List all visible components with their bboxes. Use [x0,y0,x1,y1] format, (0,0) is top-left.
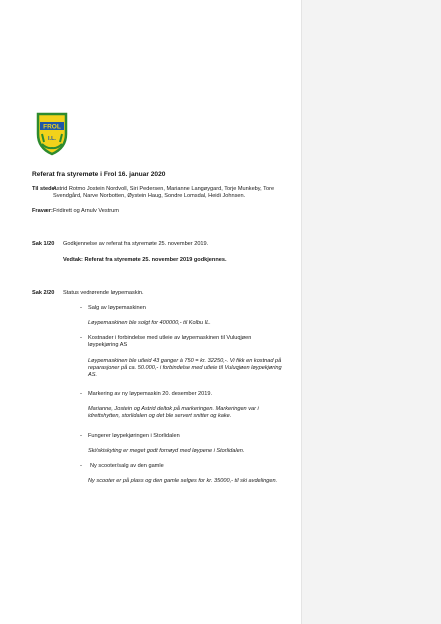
bullet-4-body: Ski/skiskyting er meget godt fornøyd med løypene i Storlidalen. [88,448,245,454]
bullet-marker: - [80,463,82,469]
bullet-3-body: Marianne, Jostein og Astrid deltok på markeringen. Markeringen var i idrettshytten, storlidalen og det ble servert snitter og kake. [88,406,259,419]
logo-bottom-text: I.L. [48,136,56,142]
attendees-text: Astrid Rotmo Jostein Nordvoll, Siri Pedersen, Marianne Langøygard, Torje Munkeby, Tore Svendgård, Narve Norbotten, Øystein Haug, Sondre Lomsdal, Heidi Johnsen. [53,186,275,199]
bullet-2-body: Løypemaskinen ble utleid 43 ganger à 750 = kr. 32250,-. Vi fikk en kostnad på reparasjoner på ca. 50.000,- i forbindelse med utleie til Vuluqjøen løypekjøring AS. [88,358,282,378]
frol-il-logo [32,112,72,156]
absent-label: Fravær: [32,208,53,214]
attendees-label: Til stede: [32,186,57,192]
bullet-3-title: Markering av ny løypemaskin 20. desember 2019. [88,391,213,397]
bullet-1-title: Salg av løypemaskinen [88,305,146,311]
absent-text: Fridirett og Arnulv Vestrum [53,208,119,214]
item-2-heading: Status vedrørende løypemaskin. [63,290,144,296]
bullet-marker: - [80,433,82,439]
item-1-heading: Godkjennelse av referat fra styremøte 25. november 2019. [63,241,209,247]
item-1-id: Sak 1/20 [32,241,55,247]
bullet-5-body: Ny scooter er på plass og den gamle selges for kr. 35000,- til ski avdelingen. [88,478,278,484]
bullet-5-title: Ny scooter/salg av den gamle [90,463,164,469]
bullet-marker: - [80,335,82,341]
bullet-4-title: Fungerer løypekjøringen i Storlidalen [88,433,180,439]
bullet-1-body: Løypemaskinen ble solgt for 400000,- til Kolbu IL. [88,320,211,326]
bullet-marker: - [80,305,82,311]
bullet-2-title: Kostnader i forbindelse med utleie av løypemaskinen til Vuluqjøen løypekjøring AS [88,335,252,348]
item-1-decision: Vedtak: Referat fra styremøte 25. november 2019 godkjennes. [63,257,227,263]
bullet-marker: - [80,391,82,397]
item-2-id: Sak 2/20 [32,290,55,296]
document-title: Referat fra styremøte i Frol 16. januar 2020 [32,171,166,178]
logo-top-text: FROL [43,123,61,131]
comment-pane [301,0,441,624]
